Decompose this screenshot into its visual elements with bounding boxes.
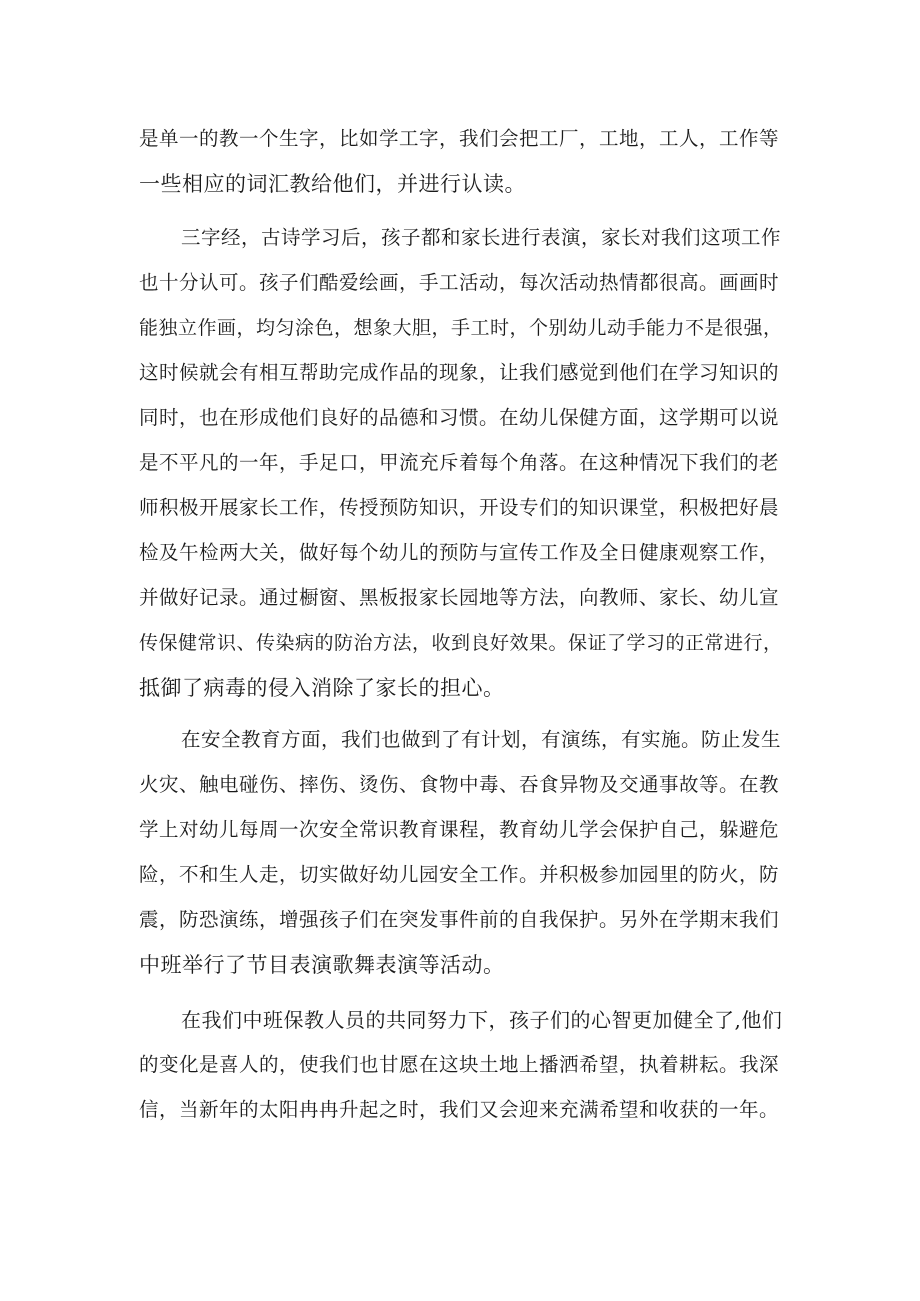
text-line: 险，不和生人走，切实做好幼儿园安全工作。并积极参加园里的防火，防 — [139, 863, 780, 886]
text-line: 是单一的教一个生字，比如学工字，我们会把工厂，工地，工人，工作等 — [139, 127, 780, 150]
text-line: 这时候就会有相互帮助完成作品的现象，让我们感觉到他们在学习知识的 — [139, 361, 780, 384]
text-line: 在我们中班保教人员的共同努力下，孩子们的心智更加健全了,他们 — [181, 1008, 783, 1032]
text-line: 检及午检两大关，做好每个幼儿的预防与宣传工作及全日健康观察工作， — [139, 541, 780, 564]
text-line: 震，防恐演练，增强孩子们在突发事件前的自我保护。另外在学期末我们 — [139, 908, 780, 931]
text-line: 能独立作画，均匀涂色，想象大胆，手工时，个别幼儿动手能力不是很强， — [139, 317, 783, 339]
text-line: 并做好记录。通过橱窗、黑板报家长园地等方法，向教师、家长、幼儿宣 — [139, 586, 780, 609]
text-line: 中班举行了节目表演歌舞表演等活动。 — [139, 953, 505, 977]
text-line: 师积极开展家长工作，传授预防知识，开设专们的知识课堂，积极把好晨 — [139, 496, 780, 519]
text-line: 信，当新年的太阳冉冉升起之时，我们又会迎来充满希望和收获的一年。 — [139, 1098, 780, 1121]
text-line: 一些相应的词汇教给他们，并进行认读。 — [139, 172, 526, 196]
text-line: 是不平凡的一年，手足口，甲流充斥着每个角落。在这种情况下我们的老 — [139, 451, 780, 474]
text-line: 同时，也在形成他们良好的品德和习惯。在幼儿保健方面，这学期可以说 — [139, 406, 780, 429]
text-line: 抵御了病毒的侵入消除了家长的担心。 — [139, 676, 505, 700]
text-line: 在安全教育方面，我们也做到了有计划，有演练，有实施。防止发生 — [181, 728, 782, 751]
text-line: 也十分认可。孩子们酷爱绘画，手工活动，每次活动热情都很高。画画时 — [139, 271, 780, 294]
text-line: 三字经，古诗学习后，孩子都和家长进行表演，家长对我们这项工作 — [181, 226, 782, 249]
text-line: 学上对幼儿每周一次安全常识教育课程，教育幼儿学会保护自己，躲避危 — [139, 818, 780, 841]
text-line: 火灾、触电碰伤、摔伤、烫伤、食物中毒、吞食异物及交通事故等。在教 — [139, 773, 780, 796]
text-line: 的变化是喜人的，使我们也甘愿在这块土地上播洒希望，执着耕耘。我深 — [139, 1053, 780, 1076]
text-line: 传保健常识、传染病的防治方法，收到良好效果。保证了学习的正常进行， — [139, 632, 783, 654]
